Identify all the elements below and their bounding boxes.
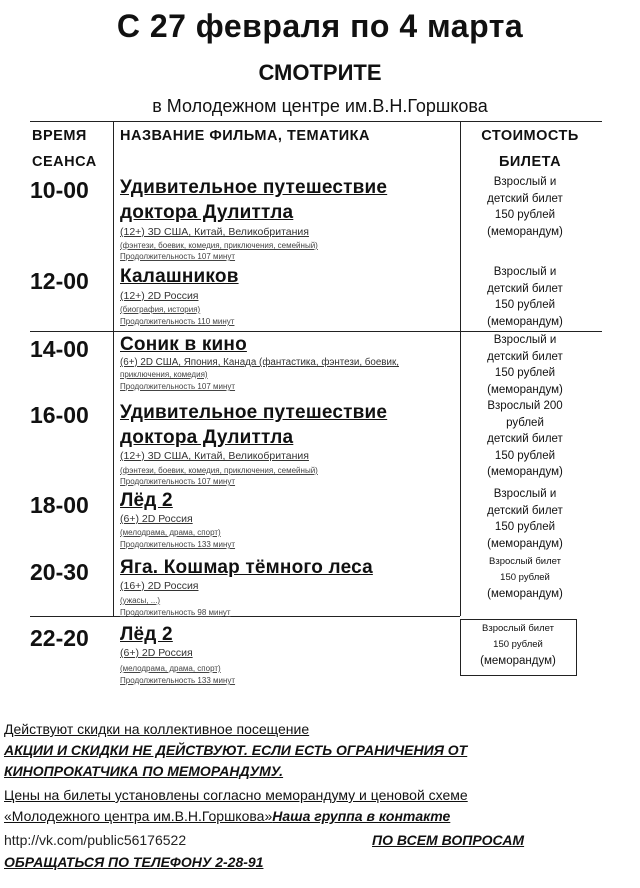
column-header-time-line1: ВРЕМЯ (32, 128, 87, 144)
ticket-price (466, 398, 584, 481)
vk-group-note: Наша группа в контакте (272, 808, 451, 824)
film-title: Удивительное путешествие (120, 402, 388, 423)
ticket-price (466, 486, 584, 552)
table-top-rule (30, 121, 602, 122)
column-header-price-line2: БИЛЕТА (498, 154, 562, 170)
film-info: (12+) 3D США, Китай, Великобритания (120, 226, 309, 238)
price-line: (меморандум) (487, 588, 563, 600)
pricing-note: Цены на билеты установлены согласно меморандуму и ценовой схеме (4, 787, 468, 803)
price-line: 150 рублей (494, 367, 556, 379)
session-time: 18-00 (30, 492, 89, 518)
film-info: (16+) 2D Россия (120, 580, 199, 592)
film-title: Удивительное путешествие (120, 177, 388, 198)
film-title: Калашников (120, 266, 239, 287)
film-genre: приключения, комедия) (120, 370, 208, 379)
restriction-note: АКЦИИ И СКИДКИ НЕ ДЕЙСТВУЮТ. ЕСЛИ ЕСТЬ ОГРАНИЧЕНИЯ ОТ (4, 742, 468, 758)
price-line: детский билет (487, 282, 563, 295)
film-duration: Продолжительность 133 минут (120, 540, 236, 549)
phone-note: ОБРАЩАТЬСЯ ПО ТЕЛЕФОНУ 2-28-91 (4, 854, 264, 870)
film-title: Яга. Кошмар тёмного леса (120, 557, 373, 578)
session-time: 16-00 (30, 402, 89, 428)
film-duration: Продолжительность 107 минут (120, 477, 236, 486)
organization-name: «Молодежного центра им.В.Н.Горшкова» (4, 808, 273, 824)
film-info: (6+) 2D США, Япония, Канада (фантастика, фэнтези, боевик, (120, 357, 399, 368)
film-genre: (биография, история) (120, 305, 201, 314)
film-title: доктора Дулиттла (120, 202, 294, 223)
price-line: 150 рублей (494, 449, 556, 462)
column-header-price-line1: СТОИМОСТЬ (481, 128, 579, 144)
film-genre: (мелодрама, драма, спорт) (120, 664, 221, 673)
session-time: 14-00 (30, 336, 89, 362)
subtitle: СМОТРИТЕ (258, 60, 382, 85)
film-duration: Продолжительность 107 минут (120, 252, 236, 261)
ticket-price (466, 332, 584, 398)
session-time: 20-30 (30, 559, 89, 585)
venue: в Молодежном центре им.В.Н.Горшкова (152, 96, 488, 116)
session-time: 12-00 (30, 268, 89, 294)
price-line: Взрослый и (493, 488, 557, 500)
price-line: Взрослый билет (482, 623, 554, 634)
price-line: 150 рублей (494, 299, 556, 311)
price-line: 150 рублей (494, 521, 556, 533)
price-line: Взрослый и (493, 266, 557, 278)
price-line: детский билет (487, 504, 563, 517)
questions-note: ПО ВСЕМ ВОПРОСАМ (372, 832, 525, 848)
column-header-title: НАЗВАНИЕ ФИЛЬМА, ТЕМАТИКА (120, 128, 370, 144)
restriction-note-cont: КИНОПРОКАТЧИКА ПО МЕМОРАНДУМУ. (4, 763, 284, 779)
price-line: (меморандум) (487, 315, 563, 328)
price-line: Взрослый 200 (487, 400, 563, 412)
price-line: 150 рублей (494, 209, 556, 221)
film-info: (12+) 3D США, Китай, Великобритания (120, 450, 309, 462)
price-line: детский билет (487, 350, 563, 363)
film-genre: (мелодрама, драма, спорт) (120, 528, 221, 537)
row-divider (30, 616, 460, 617)
film-info: (12+) 2D Россия (120, 290, 199, 302)
film-info: (6+) 2D Россия (120, 513, 193, 525)
price-line: рублей (506, 416, 544, 429)
vk-link[interactable]: http://vk.com/public56176522 (4, 832, 187, 848)
price-line: 150 рублей (500, 572, 550, 583)
price-line: Взрослый и (493, 176, 557, 188)
film-info: (6+) 2D Россия (120, 647, 193, 659)
film-genre: (ужасы, ...) (120, 596, 161, 605)
price-line: (меморандум) (487, 537, 563, 550)
column-divider-right (460, 121, 461, 616)
film-duration: Продолжительность 110 минут (120, 317, 235, 326)
price-line: (меморандум) (487, 383, 563, 396)
page-title: С 27 февраля по 4 марта (116, 8, 524, 44)
film-title: Лёд 2 (120, 624, 173, 645)
film-duration: Продолжительность 133 минут (120, 676, 236, 685)
column-divider-left (113, 121, 114, 616)
column-header-time (32, 123, 97, 175)
ticket-price (466, 264, 584, 330)
film-title: Соник в кино (120, 334, 247, 355)
price-line: детский билет (487, 192, 563, 205)
ticket-price (466, 174, 584, 240)
film-genre: (фэнтези, боевик, комедия, приключения, семейный) (120, 241, 318, 250)
price-line: (меморандум) (487, 225, 563, 238)
price-line: детский билет (487, 433, 563, 445)
column-header-time-line2: СЕАНСА (32, 154, 97, 170)
price-line: 150 рублей (493, 639, 543, 650)
ticket-price (466, 554, 584, 602)
price-line: (меморандум) (480, 655, 556, 667)
ticket-price (460, 621, 576, 669)
session-time: 10-00 (30, 177, 89, 203)
session-time: 22-20 (30, 625, 89, 651)
film-genre: (фэнтези, боевик, комедия, приключения, семейный) (120, 466, 318, 475)
column-header-price (460, 123, 600, 175)
film-duration: Продолжительность 107 минут (120, 382, 236, 391)
price-line: Взрослый билет (489, 556, 561, 567)
film-title: доктора Дулиттла (120, 427, 294, 448)
film-duration: Продолжительность 98 минут (120, 608, 231, 617)
discount-note: Действуют скидки на коллективное посещение (4, 721, 310, 737)
film-title: Лёд 2 (120, 490, 173, 511)
pricing-note-cont (4, 807, 450, 826)
price-line: Взрослый и (493, 334, 557, 346)
price-line: (меморандум) (487, 466, 563, 478)
